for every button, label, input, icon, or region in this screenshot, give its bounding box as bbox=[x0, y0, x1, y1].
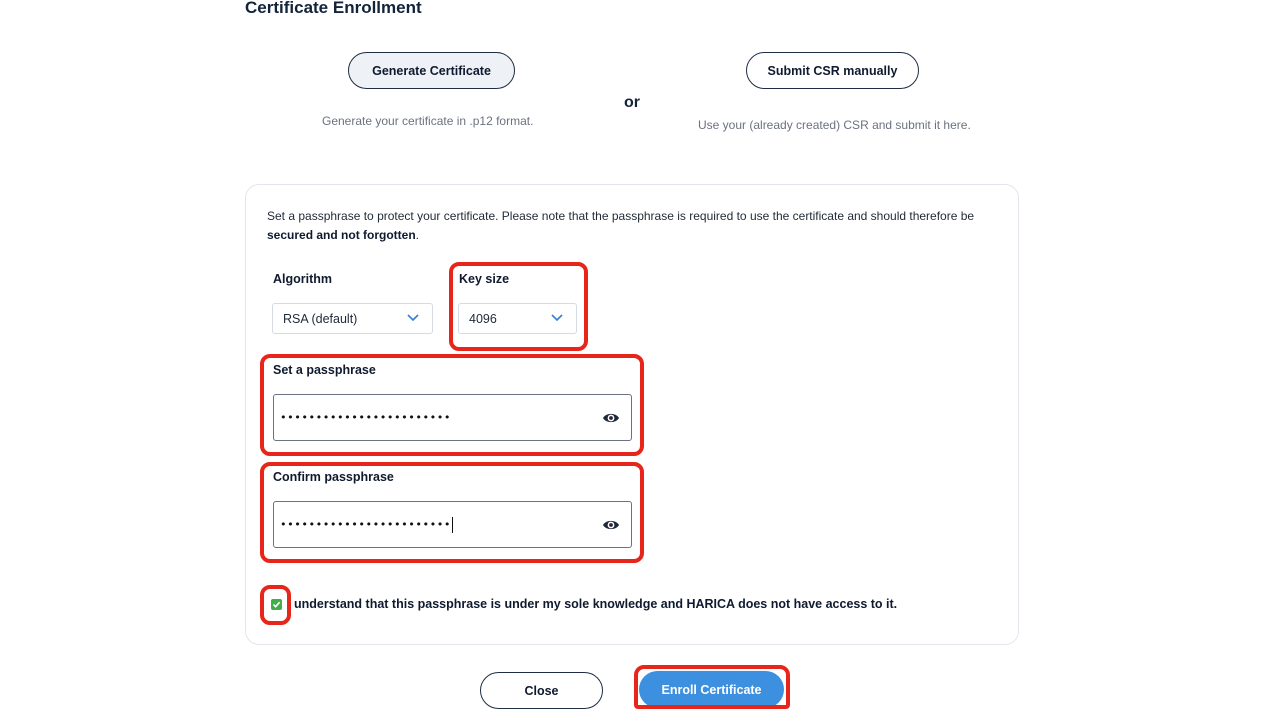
key-size-label: Key size bbox=[459, 272, 510, 286]
close-button[interactable]: Close bbox=[480, 672, 603, 709]
generate-helper-text: Generate your certificate in .p12 format. bbox=[322, 114, 534, 128]
or-separator: or bbox=[624, 94, 640, 111]
check-icon bbox=[272, 600, 281, 609]
page-title: Certificate Enrollment bbox=[245, 0, 422, 17]
key-size-select[interactable] bbox=[458, 303, 577, 334]
passphrase-label: Set a passphrase bbox=[273, 363, 376, 377]
notice-text: Set a passphrase to protect your certificate. Please note that the passphrase is required to use the certificate and should therefore be bbox=[267, 209, 975, 223]
eye-icon[interactable] bbox=[602, 410, 620, 426]
enroll-certificate-button[interactable]: Enroll Certificate bbox=[639, 671, 784, 708]
passphrase-notice bbox=[267, 207, 997, 245]
notice-end: . bbox=[415, 228, 420, 242]
eye-icon[interactable] bbox=[602, 517, 620, 533]
passphrase-input[interactable] bbox=[273, 394, 632, 441]
chevron-down-icon bbox=[550, 313, 564, 323]
algorithm-value: RSA (default) bbox=[283, 311, 358, 326]
consent-checkbox[interactable] bbox=[271, 599, 282, 610]
generate-certificate-button[interactable]: Generate Certificate bbox=[348, 52, 515, 89]
confirm-passphrase-label: Confirm passphrase bbox=[273, 470, 394, 484]
consent-label: understand that this passphrase is under my sole knowledge and HARICA does not have access to it. bbox=[294, 597, 898, 611]
notice-bold-text: secured and not forgotten bbox=[267, 228, 416, 242]
algorithm-label: Algorithm bbox=[273, 272, 333, 286]
algorithm-select[interactable] bbox=[272, 303, 433, 334]
text-caret bbox=[452, 517, 453, 533]
csr-helper-text: Use your (already created) CSR and submit it here. bbox=[698, 118, 971, 132]
submit-csr-button[interactable]: Submit CSR manually bbox=[746, 52, 919, 89]
chevron-down-icon bbox=[406, 313, 420, 323]
key-size-value: 4096 bbox=[469, 311, 497, 326]
confirm-passphrase-input[interactable] bbox=[273, 501, 632, 548]
passphrase-masked-value: •••••••••••••••••••••••• bbox=[280, 411, 451, 424]
confirm-masked-value: •••••••••••••••••••••••• bbox=[280, 518, 451, 531]
